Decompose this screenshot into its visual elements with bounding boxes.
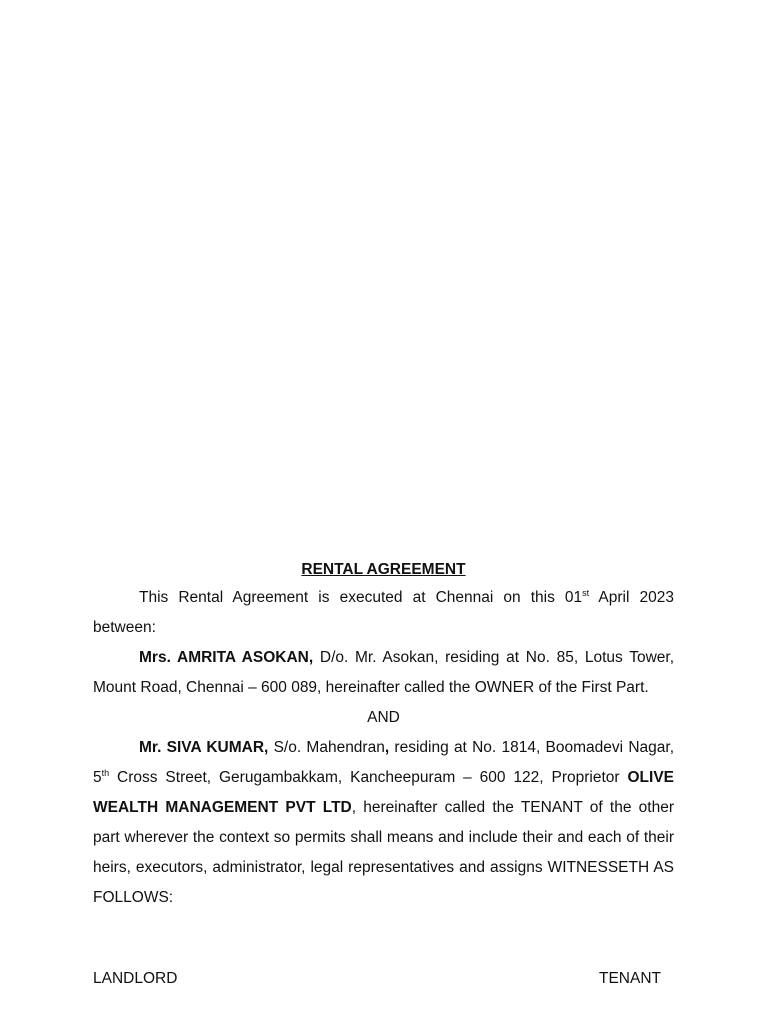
landlord-label: LANDLORD <box>93 970 178 987</box>
date-suffix: st <box>582 588 590 598</box>
intro-paragraph <box>93 583 674 643</box>
intro-text-end: April 2023 between: <box>93 589 674 636</box>
owner-details: D/o. Mr. Asokan, residing at No. 85, Lotus Tower, Mount Road, Chennai – 600 089, hereinafter called the OWNER of the First Part. <box>93 649 674 696</box>
owner-name: Mrs. AMRITA ASOKAN, <box>139 649 314 666</box>
and-separator: AND <box>367 709 400 726</box>
tenant-name: Mr. SIVA KUMAR, <box>139 739 269 756</box>
tenant-address-start: residing at No. 1814, Boomadevi Nagar, 5 <box>93 739 674 786</box>
tenant-paragraph <box>93 733 674 913</box>
tenant-address-end: Cross Street, Gerugambakkam, Kancheepuram – 600 122, Proprietor <box>109 769 628 786</box>
intro-text-start: This Rental Agreement is executed at Chennai on this 01 <box>139 589 583 606</box>
document-title: RENTAL AGREEMENT <box>301 561 466 578</box>
company-name: OLIVE WEALTH MANAGEMENT PVT LTD <box>93 769 674 816</box>
street-ordinal-suffix: th <box>101 768 110 778</box>
owner-paragraph <box>93 643 674 703</box>
tenant-relation: S/o. Mahendran <box>268 739 385 756</box>
tenant-comma: , <box>384 739 390 756</box>
tenant-details: , hereinafter called the TENANT of the other part wherever the context so permits shall means and include their and each of their heirs, executors, administrator, legal representatives and assigns WITNESSETH AS FOLLOWS: <box>93 799 675 906</box>
signature-labels <box>93 966 661 992</box>
agreement-body <box>93 557 674 913</box>
tenant-label: TENANT <box>599 970 661 987</box>
